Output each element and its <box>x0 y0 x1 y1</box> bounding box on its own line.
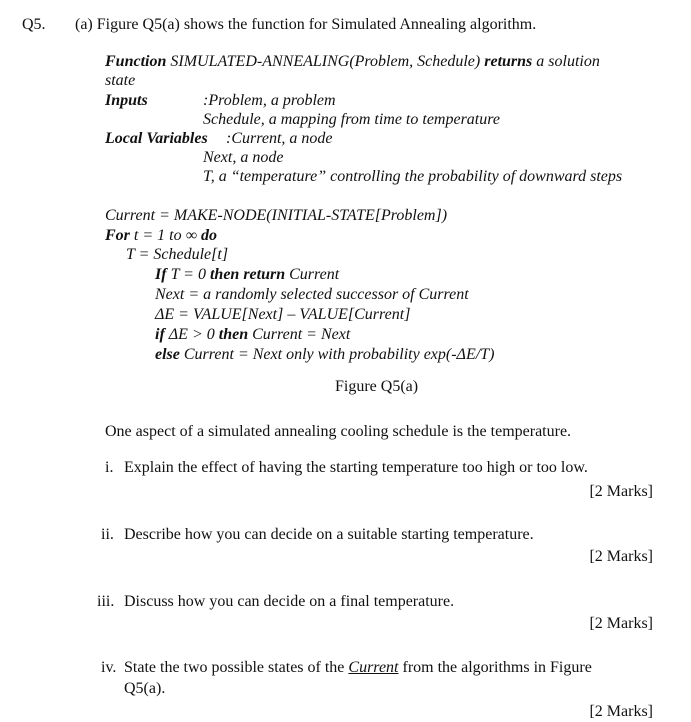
if-condition: T = 0 <box>166 266 210 283</box>
part-iv-text-before: State the two possible states of the <box>124 659 349 676</box>
then-return-keyword: then return <box>209 266 286 283</box>
part-i-marks: [2 Marks] <box>589 483 653 500</box>
part-iv-number: iv. <box>101 659 117 676</box>
function-keyword: Function <box>105 53 167 70</box>
inputs-problem: :Problem, a problem <box>203 92 336 109</box>
do-keyword: do <box>197 227 217 244</box>
returns-continuation: state <box>105 72 136 89</box>
inputs-keyword: Inputs <box>105 92 148 109</box>
then-keyword: then <box>218 326 249 343</box>
part-i-number: i. <box>105 459 114 476</box>
part-ii-marks: [2 Marks] <box>589 548 653 565</box>
part-iii-number: iii. <box>97 593 115 610</box>
part-i-text: Explain the effect of having the starting temperature too high or too low. <box>124 459 588 476</box>
local-next: Next, a node <box>203 149 284 166</box>
if-keyword-2: if <box>155 326 165 343</box>
for-keyword: For <box>105 227 130 244</box>
function-signature: SIMULATED-ANNEALING(Problem, Schedule) <box>166 53 485 70</box>
figure-caption: Figure Q5(a) <box>335 378 419 395</box>
returns-text: a solution <box>532 53 600 70</box>
if-delta-result: Current = Next <box>248 326 351 343</box>
if-keyword: If <box>155 266 167 283</box>
line-delta-e: ΔE = VALUE[Next] – VALUE[Current] <box>155 306 411 323</box>
local-temperature: T, a “temperature” controlling the probability of downward steps <box>203 168 623 185</box>
for-condition: t = 1 to <box>129 227 186 244</box>
part-ii-number: ii. <box>101 526 114 543</box>
part-iv-marks: [2 Marks] <box>589 703 653 720</box>
else-keyword: else <box>155 346 180 363</box>
line-else <box>155 345 494 364</box>
part-iv-text-after: from the algorithms in Figure <box>398 659 592 676</box>
if-result: Current <box>285 266 340 283</box>
line-t-schedule: T = Schedule[t] <box>126 246 229 263</box>
intro-text: One aspect of a simulated annealing cooling schedule is the temperature. <box>105 423 572 440</box>
line-current-init: Current = MAKE-NODE(INITIAL-STATE[Problem]) <box>105 207 448 224</box>
else-text: Current = Next only with probability exp(-ΔE/T) <box>179 346 495 363</box>
inputs-schedule: Schedule, a mapping from time to temperature <box>203 111 500 128</box>
question-number: Q5. <box>22 16 46 33</box>
line-if-delta <box>155 325 350 344</box>
part-iv-current-term: Current <box>348 659 399 676</box>
part-iii-text: Discuss how you can decide on a final temperature. <box>124 593 455 610</box>
returns-keyword: returns <box>484 53 533 70</box>
function-line <box>105 52 600 71</box>
line-if-t-zero <box>155 265 339 284</box>
line-next-successor: Next = a randomly selected successor of Current <box>155 286 469 303</box>
if-delta-condition: ΔE > 0 <box>164 326 219 343</box>
local-current: :Current, a node <box>226 130 333 147</box>
part-iv-text <box>124 658 592 677</box>
part-iii-marks: [2 Marks] <box>589 615 653 632</box>
local-variables-keyword: Local Variables <box>105 130 208 147</box>
infinity-symbol: ∞ <box>185 227 197 244</box>
part-iv-text-continuation: Q5(a). <box>124 680 166 697</box>
line-for <box>105 226 217 245</box>
part-ii-text: Describe how you can decide on a suitable starting temperature. <box>124 526 534 543</box>
part-a-intro: (a) Figure Q5(a) shows the function for Simulated Annealing algorithm. <box>75 16 537 33</box>
